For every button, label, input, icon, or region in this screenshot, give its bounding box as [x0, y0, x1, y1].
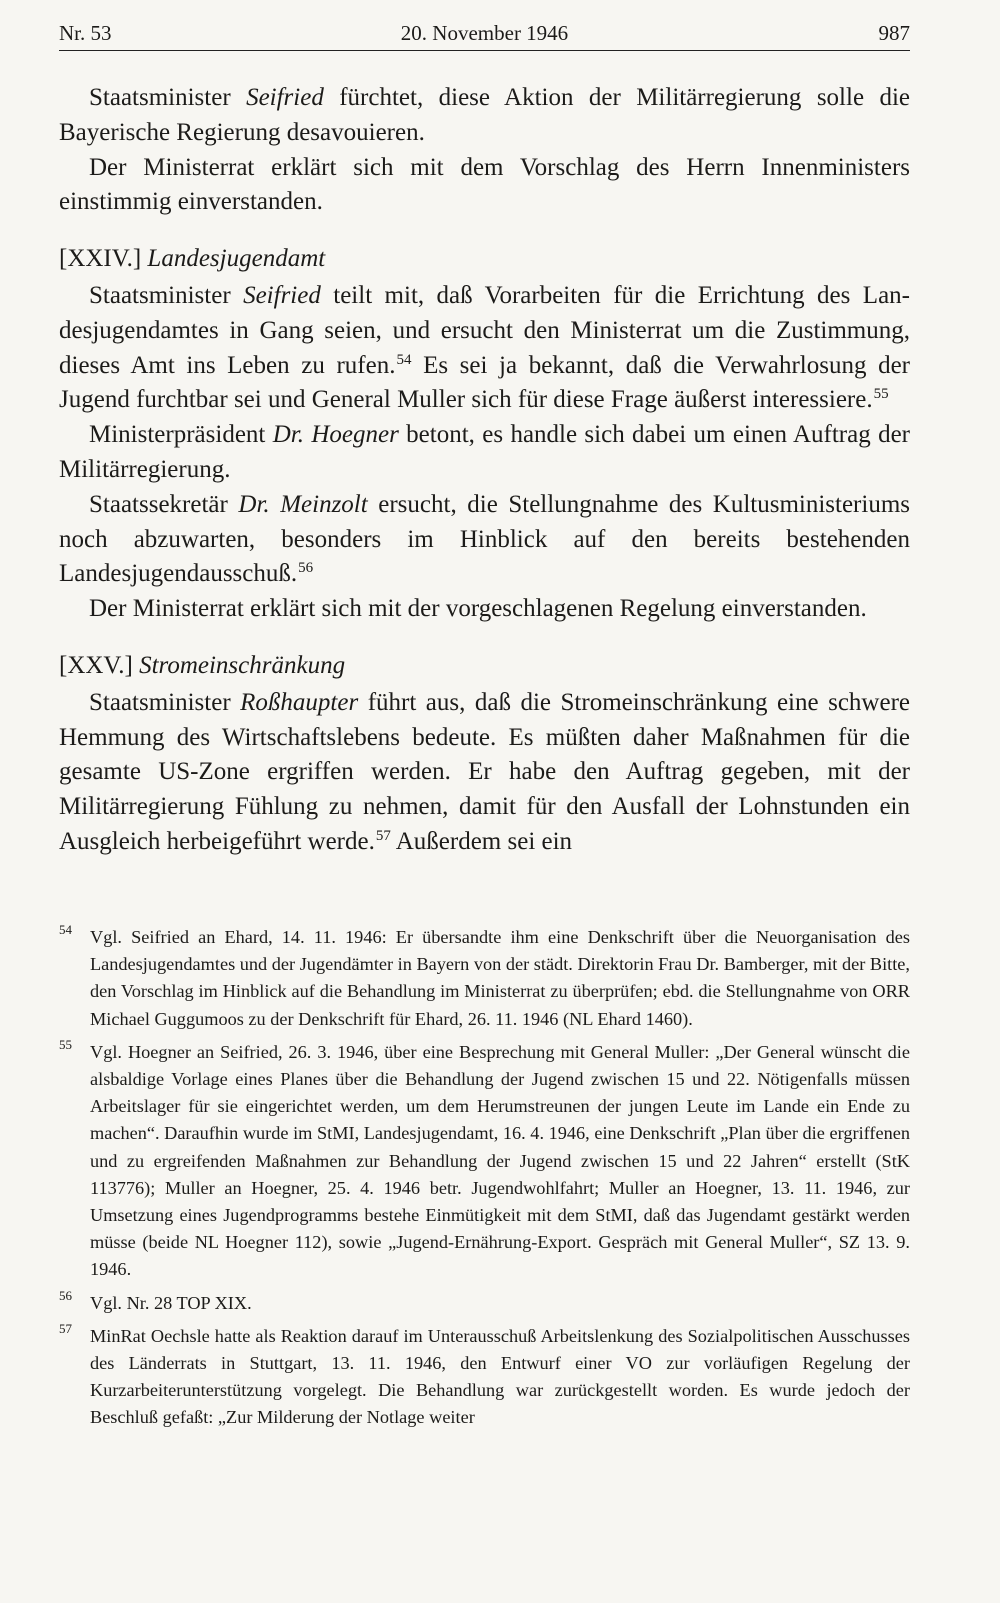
paragraph: [59, 488, 910, 592]
footnote-text: Vgl. Nr. 28 TOP XIX.: [90, 1292, 252, 1313]
footnote-ref[interactable]: 54: [396, 351, 412, 368]
text-run: Staatsminister: [89, 688, 241, 716]
footnote-text: Vgl. Seifried an Ehard, 14. 11. 1946: Er übersandte ihm eine Denkschrift über die Neuorganisation des Landesjugendamtes und der Jugendämter in Bayern von der städt. Direktorin Frau Dr. Bamberger, mit der Bitte, den Vorschlag im Hinblick auf die Behandlung im Ministerrat zu überprüfen; ebd. die Stellungnahme von ORR Michael Guggumoos zu der Denkschrift für Ehard, 26. 11. 1946 (NL Ehard 1460).: [90, 927, 910, 1029]
footnote-number: 57: [59, 1320, 72, 1336]
paragraph: [59, 686, 910, 860]
page-number: 987: [878, 21, 910, 45]
text-run: führt aus, daß die Stromeinschränkung eine schwere Hemmung des Wirtschaftslebens bedeute. Es müßten daher Maßnahmen für die gesamte US-Zone ergriffen werden. Er habe den Auftrag gegeben, mit der Militärregierung Fühlung zu nehmen, damit für den Ausfall der Lohnstunden ein Ausgleich herbeigeführt werde.: [59, 688, 910, 855]
paragraph: Der Ministerrat erklärt sich mit der vorgeschlagenen Regelung einverstanden.: [89, 595, 867, 623]
footnote-number: 54: [59, 922, 72, 937]
footnote-ref[interactable]: 56: [298, 560, 314, 577]
text-run: fürchtet, diese Aktion der Militärregierung solle die Bayerische Regierung desavouieren.: [59, 84, 910, 146]
person-name: Dr. Hoegner: [272, 421, 399, 449]
footnotes: [59, 924, 910, 1438]
person-name: Seifried: [243, 281, 321, 309]
header-rule: [59, 50, 910, 51]
person-name: Roßhaupter: [240, 688, 359, 716]
person-name: Seifried: [246, 84, 324, 111]
paragraph: [59, 279, 910, 418]
text-run: Ministerpräsident: [89, 421, 273, 449]
section-number: [XXIV.]: [59, 245, 142, 273]
running-head: [59, 18, 910, 48]
issue-number: Nr. 53: [59, 21, 112, 45]
main-text: [59, 81, 910, 860]
footnote: [59, 924, 910, 1033]
footnote-number: 55: [59, 1036, 72, 1052]
text-run: Es sei ja bekannt, daß die Verwahrlosung der Jugend furchtbar sei und General Muller sich für diese Frage äußerst interessiere.: [59, 351, 910, 414]
text-run: betont, es handle sich dabei um einen Auftrag der Militärregierung.: [59, 421, 910, 483]
footnote-text: MinRat Oechsle hatte als Reaktion darauf im Unterausschuß Arbeitslenkung des Sozialpolitischen Ausschusses des Länderrats in Stuttgart, 13. 11. 1946, den Entwurf einer VO zur vorläufigen Regelung der Kurzarbeiterunterstützung vorgelegt. Die Behandlung war zurückgestellt worden. Es wurde jedoch der Beschluß gefaßt: „Zur Milderung der Notlage weiter: [90, 1325, 910, 1428]
text-run: Staatssekretär: [89, 490, 239, 518]
text-run: Außerdem sei ein: [390, 827, 573, 855]
paragraph: [59, 418, 910, 488]
text-run: ersucht, die Stellungnahme des Kultusministeriums noch abzuwarten, besonders im Hinblick auf den bereits bestehenden Landesjugendausschuß.: [59, 490, 910, 588]
person-name: Dr. Meinzolt: [238, 490, 368, 518]
section-number: [XXV.]: [59, 651, 133, 679]
text-run: teilt mit, daß Vorarbeiten für die Errichtung des Landesjugendamtes in Gang seien, und ersucht den Ministerrat um die Zustimmung, dieses Amt ins Leben zu rufen.: [59, 281, 910, 379]
text-run: Staatsminister: [89, 84, 247, 111]
section-heading: [59, 242, 910, 277]
footnote-ref[interactable]: 57: [375, 827, 391, 844]
paragraph: [59, 81, 910, 151]
footnote-ref[interactable]: 55: [873, 386, 889, 403]
footnote-text: Vgl. Hoegner an Seifried, 26. 3. 1946, über eine Besprechung mit General Muller: „Der General wünscht die alsbaldige Vorlage eines Planes über die Behandlung der Jugend zwischen 15 und 22. Nötigenfalls müssen Arbeitslager für sie eingerichtet werden, um dem Herumstreunen der jungen Leute im Lande ein Ende zu machen“. Daraufhin wurde im StMI, Landesjugendamt, 16. 4. 1946, eine Denkschrift „Plan über die ergriffenen und zu ergreifenden Maßnahmen zur Behandlung der Jugend zwischen 15 und 22 Jahren“ erstellt (StK 113776); Muller an Hoegner, 25. 4. 1946 betr. Jugendwohlfahrt; Muller an Hoegner, 13. 11. 1946, zur Umsetzung eines Jugendprogramms bestehe Einmütigkeit mit dem StMI, daß das Jugendamt gestärkt werden müsse (beide NL Hoegner 112), sowie „Jugend-Ernährung-Export. Gespräch mit General Muller“, SZ 13. 9. 1946.: [90, 1041, 910, 1280]
session-date: 20. November 1946: [400, 21, 569, 45]
footnote-number: 56: [59, 1287, 72, 1303]
section-heading: [59, 649, 910, 684]
footnote: [59, 1036, 910, 1284]
text-run: Staatsminister: [89, 281, 244, 309]
section-title: Stromeinschränkung: [139, 651, 346, 679]
paragraph: Der Ministerrat erklärt sich mit dem Vorschlag des Herrn Innenministers einstimmig einverstanden.: [59, 153, 910, 216]
footnote: [59, 1287, 910, 1317]
section-title: Landesjugendamt: [147, 245, 326, 273]
footnote: [59, 1320, 910, 1432]
